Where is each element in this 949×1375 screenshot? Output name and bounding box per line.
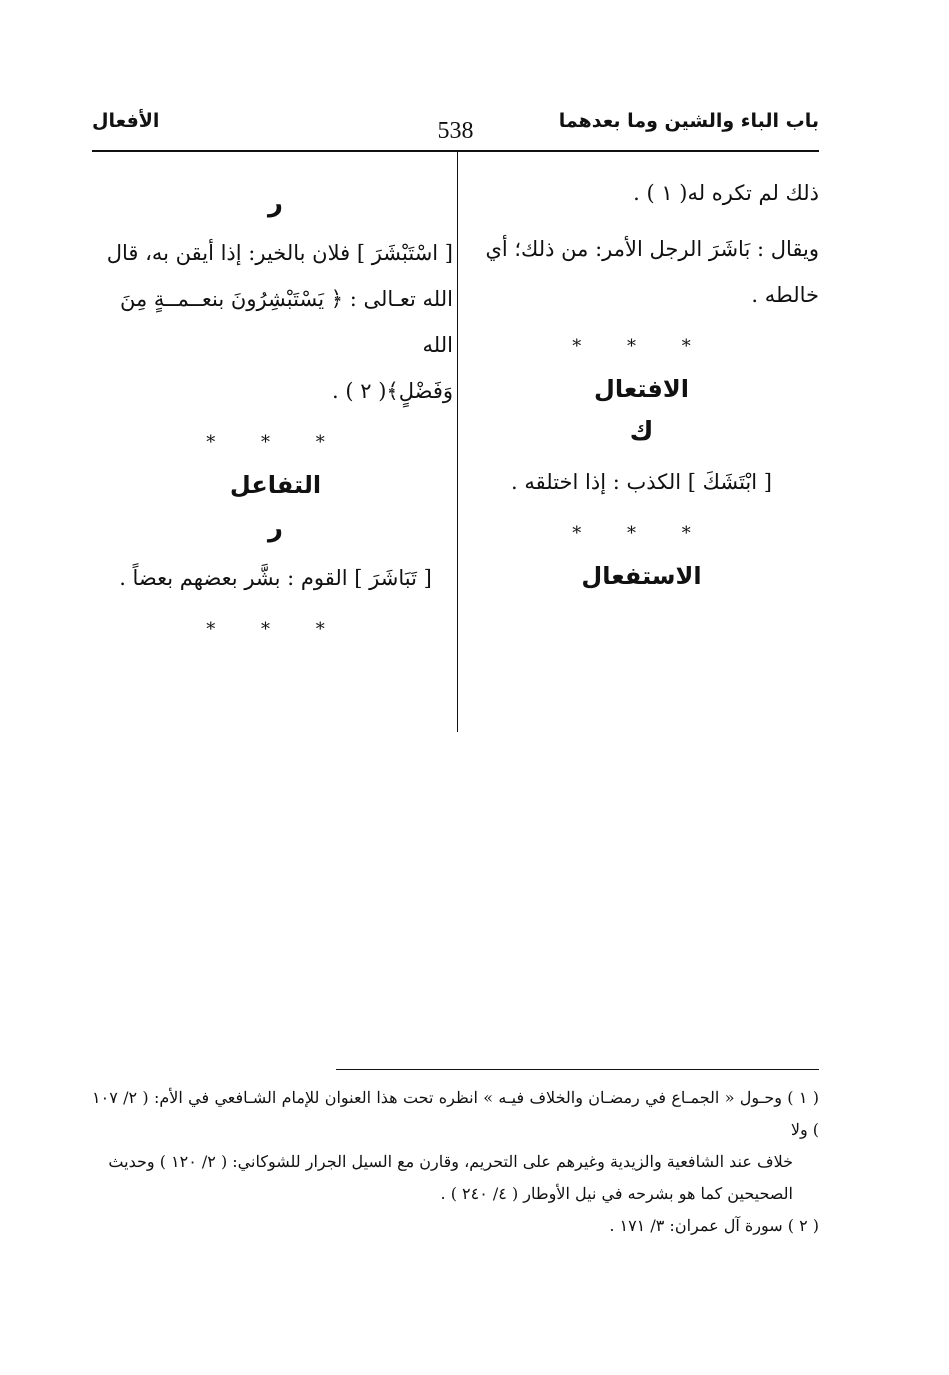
section-title: الأفعال [92,110,160,132]
text-line: وَفَضْلٍ﴾( ٢ ) . [332,379,453,403]
section-separator: * * * [572,523,711,544]
footnote-line: ( ٢ ) سورة آل عمران: ٣/ ١٧١ . [609,1216,819,1235]
footnote-line: ( ١ ) وحـول « الجمـاع في رمضـان والخلاف فيـه » انظره تحت هذا العنوان للإمام الشـافعي في الأم: ( ٢/ ١٠٧ ) ولا [92,1088,820,1139]
letter-heading: ك [629,417,654,447]
right-column [464,170,819,604]
letter-heading: ر [268,188,283,218]
text-line: ذلك لم تكره له( ١ ) . [633,181,819,205]
dictionary-entry: [ اسْتَبْشَرَ ] فلان بالخير: إذا أيقن به، قال [106,241,453,265]
section-heading: الافتعال [594,375,689,403]
left-column [98,170,453,658]
letter-heading: ر [268,513,283,543]
text-line: ويقال : بَاشَرَ الرجل الأمر: من ذلك؛ أي [485,237,819,261]
dictionary-entry: [ ابْتَشَكَ ] الكذب : إذا اختلقه . [511,470,772,494]
section-separator: * * * [572,336,711,357]
section-separator: * * * [206,432,345,453]
chapter-title: باب الباء والشين وما بعدهما [558,110,819,132]
page-header [92,110,819,150]
footnote-line: خلاف عند الشافعية والزيدية وغيرهم على التحريم، وقارن مع السيل الجرار للشوكاني: ( ٢/ ١٢٠ ) وحديث [108,1152,793,1171]
section-heading: الاستفعال [581,562,702,590]
page-number: 538 [437,118,474,144]
section-heading: التفاعل [229,471,322,499]
dictionary-entry: [ تَبَاشَرَ ] القوم : بشَّر بعضهم بعضاً . [119,566,432,590]
footnotes [92,1082,819,1242]
footnote-rule [336,1069,819,1070]
footnote-line: الصحيحين كما هو بشرحه في نيل الأوطار ( ٤/ ٢٤٠ ) . [440,1184,793,1203]
column-divider [457,152,458,732]
text-line: خالطه . [751,283,819,307]
header-rule [92,150,819,152]
section-separator: * * * [206,619,345,640]
text-line: الله تعـالى : ﴿ يَسْتَبْشِرُونَ بنعــمــةٍ مِنَ الله [120,287,453,357]
